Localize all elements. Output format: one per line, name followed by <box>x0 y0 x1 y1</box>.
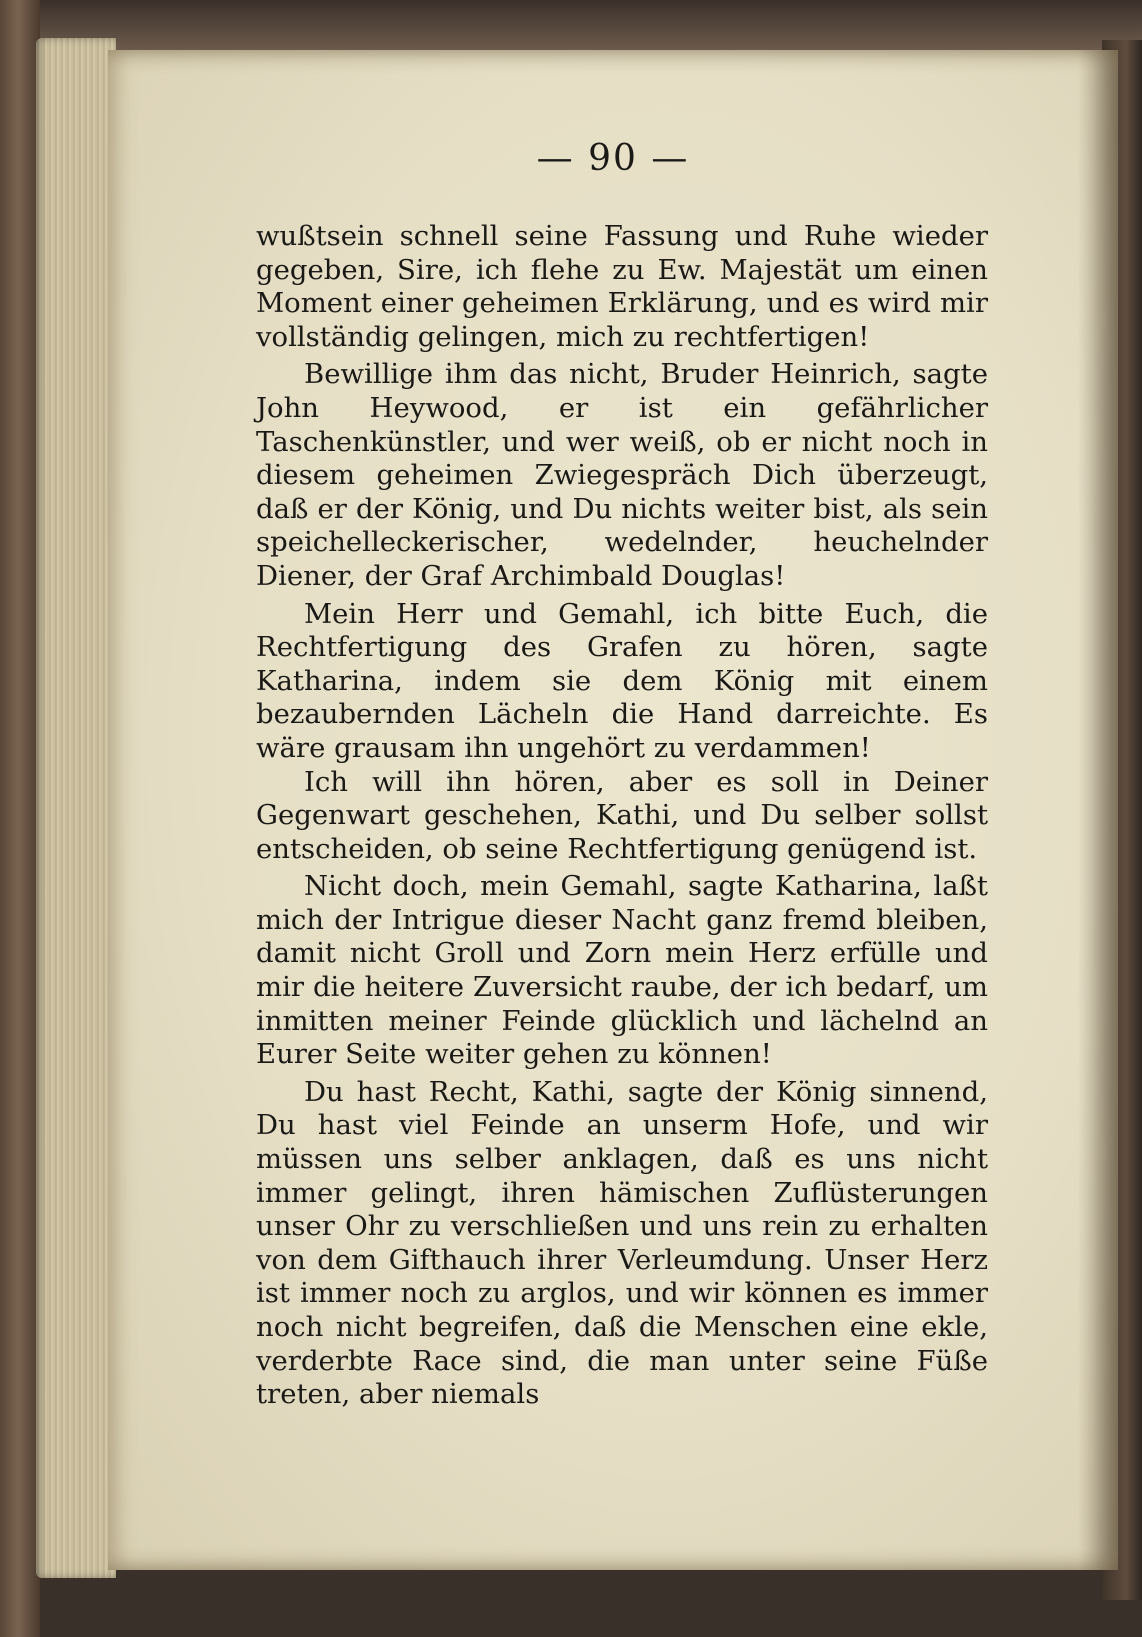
paragraph-5: Nicht doch, mein Gemahl, sagte Katharina, laßt mich der Intrigue dieser Nacht ganz fremd bleiben, damit nicht Groll und Zorn mein Herz erfülle und mir die heitere Zuversicht raube, der ich bedarf, um inmitten meiner Feinde glücklich und lächelnd an Eurer Seite weiter gehen zu können! <box>256 870 988 1071</box>
page-number: — 90 — <box>536 138 690 179</box>
book-spine-edge <box>0 0 40 1637</box>
paragraph-6: Du hast Recht, Kathi, sagte der König sinnend, Du hast viel Feinde an unserm Hofe, und wir müssen uns selber anklagen, daß es uns nicht immer gelingt, ihren hämischen Zuflüsterungen unser Ohr zu verschließen und uns rein zu erhalten von dem Gifthauch ihrer Verleumdung. Unser Herz ist immer noch zu arglos, und wir können es immer noch nicht begreifen, daß die Menschen eine ekle, verderbte Race sind, die man unter seine Füße treten, aber niemals <box>256 1075 988 1411</box>
page-gutter-shadow <box>1078 50 1118 1570</box>
page-block-edges <box>36 38 116 1578</box>
body-text <box>256 220 988 1412</box>
paragraph-1: wußtsein schnell seine Fassung und Ruhe wieder gegeben, Sire, ich flehe zu Ew. Majestät um einen Moment einer geheimen Erklärung, und es wird mir vollständig gelingen, mich zu rechtfertigen! <box>256 220 988 353</box>
paragraph-4: Ich will ihn hören, aber es soll in Deiner Gegenwart geschehen, Kathi, und Du selber sollst entscheiden, ob seine Rechtfertigung genügend ist. <box>256 765 988 865</box>
paragraph-2: Bewillige ihm das nicht, Bruder Heinrich, sagte John Heywood, er ist ein gefährlicher Taschenkünstler, und wer weiß, ob er nicht noch in diesem geheimen Zwiegespräch Dich überzeugt, daß er der König, und Du nichts weiter bist, als sein speichelleckerischer, wedelnder, heuchelnder Diener, der Graf Archimbald Douglas! <box>256 358 988 592</box>
paragraph-3: Mein Herr und Gemahl, ich bitte Euch, die Rechtfertigung des Grafen zu hören, sagte Katharina, indem sie dem König mit einem bezaubernden Lächeln die Hand darreichte. Es wäre grausam ihn ungehört zu verdammen! <box>256 597 988 764</box>
book-page <box>108 50 1118 1570</box>
